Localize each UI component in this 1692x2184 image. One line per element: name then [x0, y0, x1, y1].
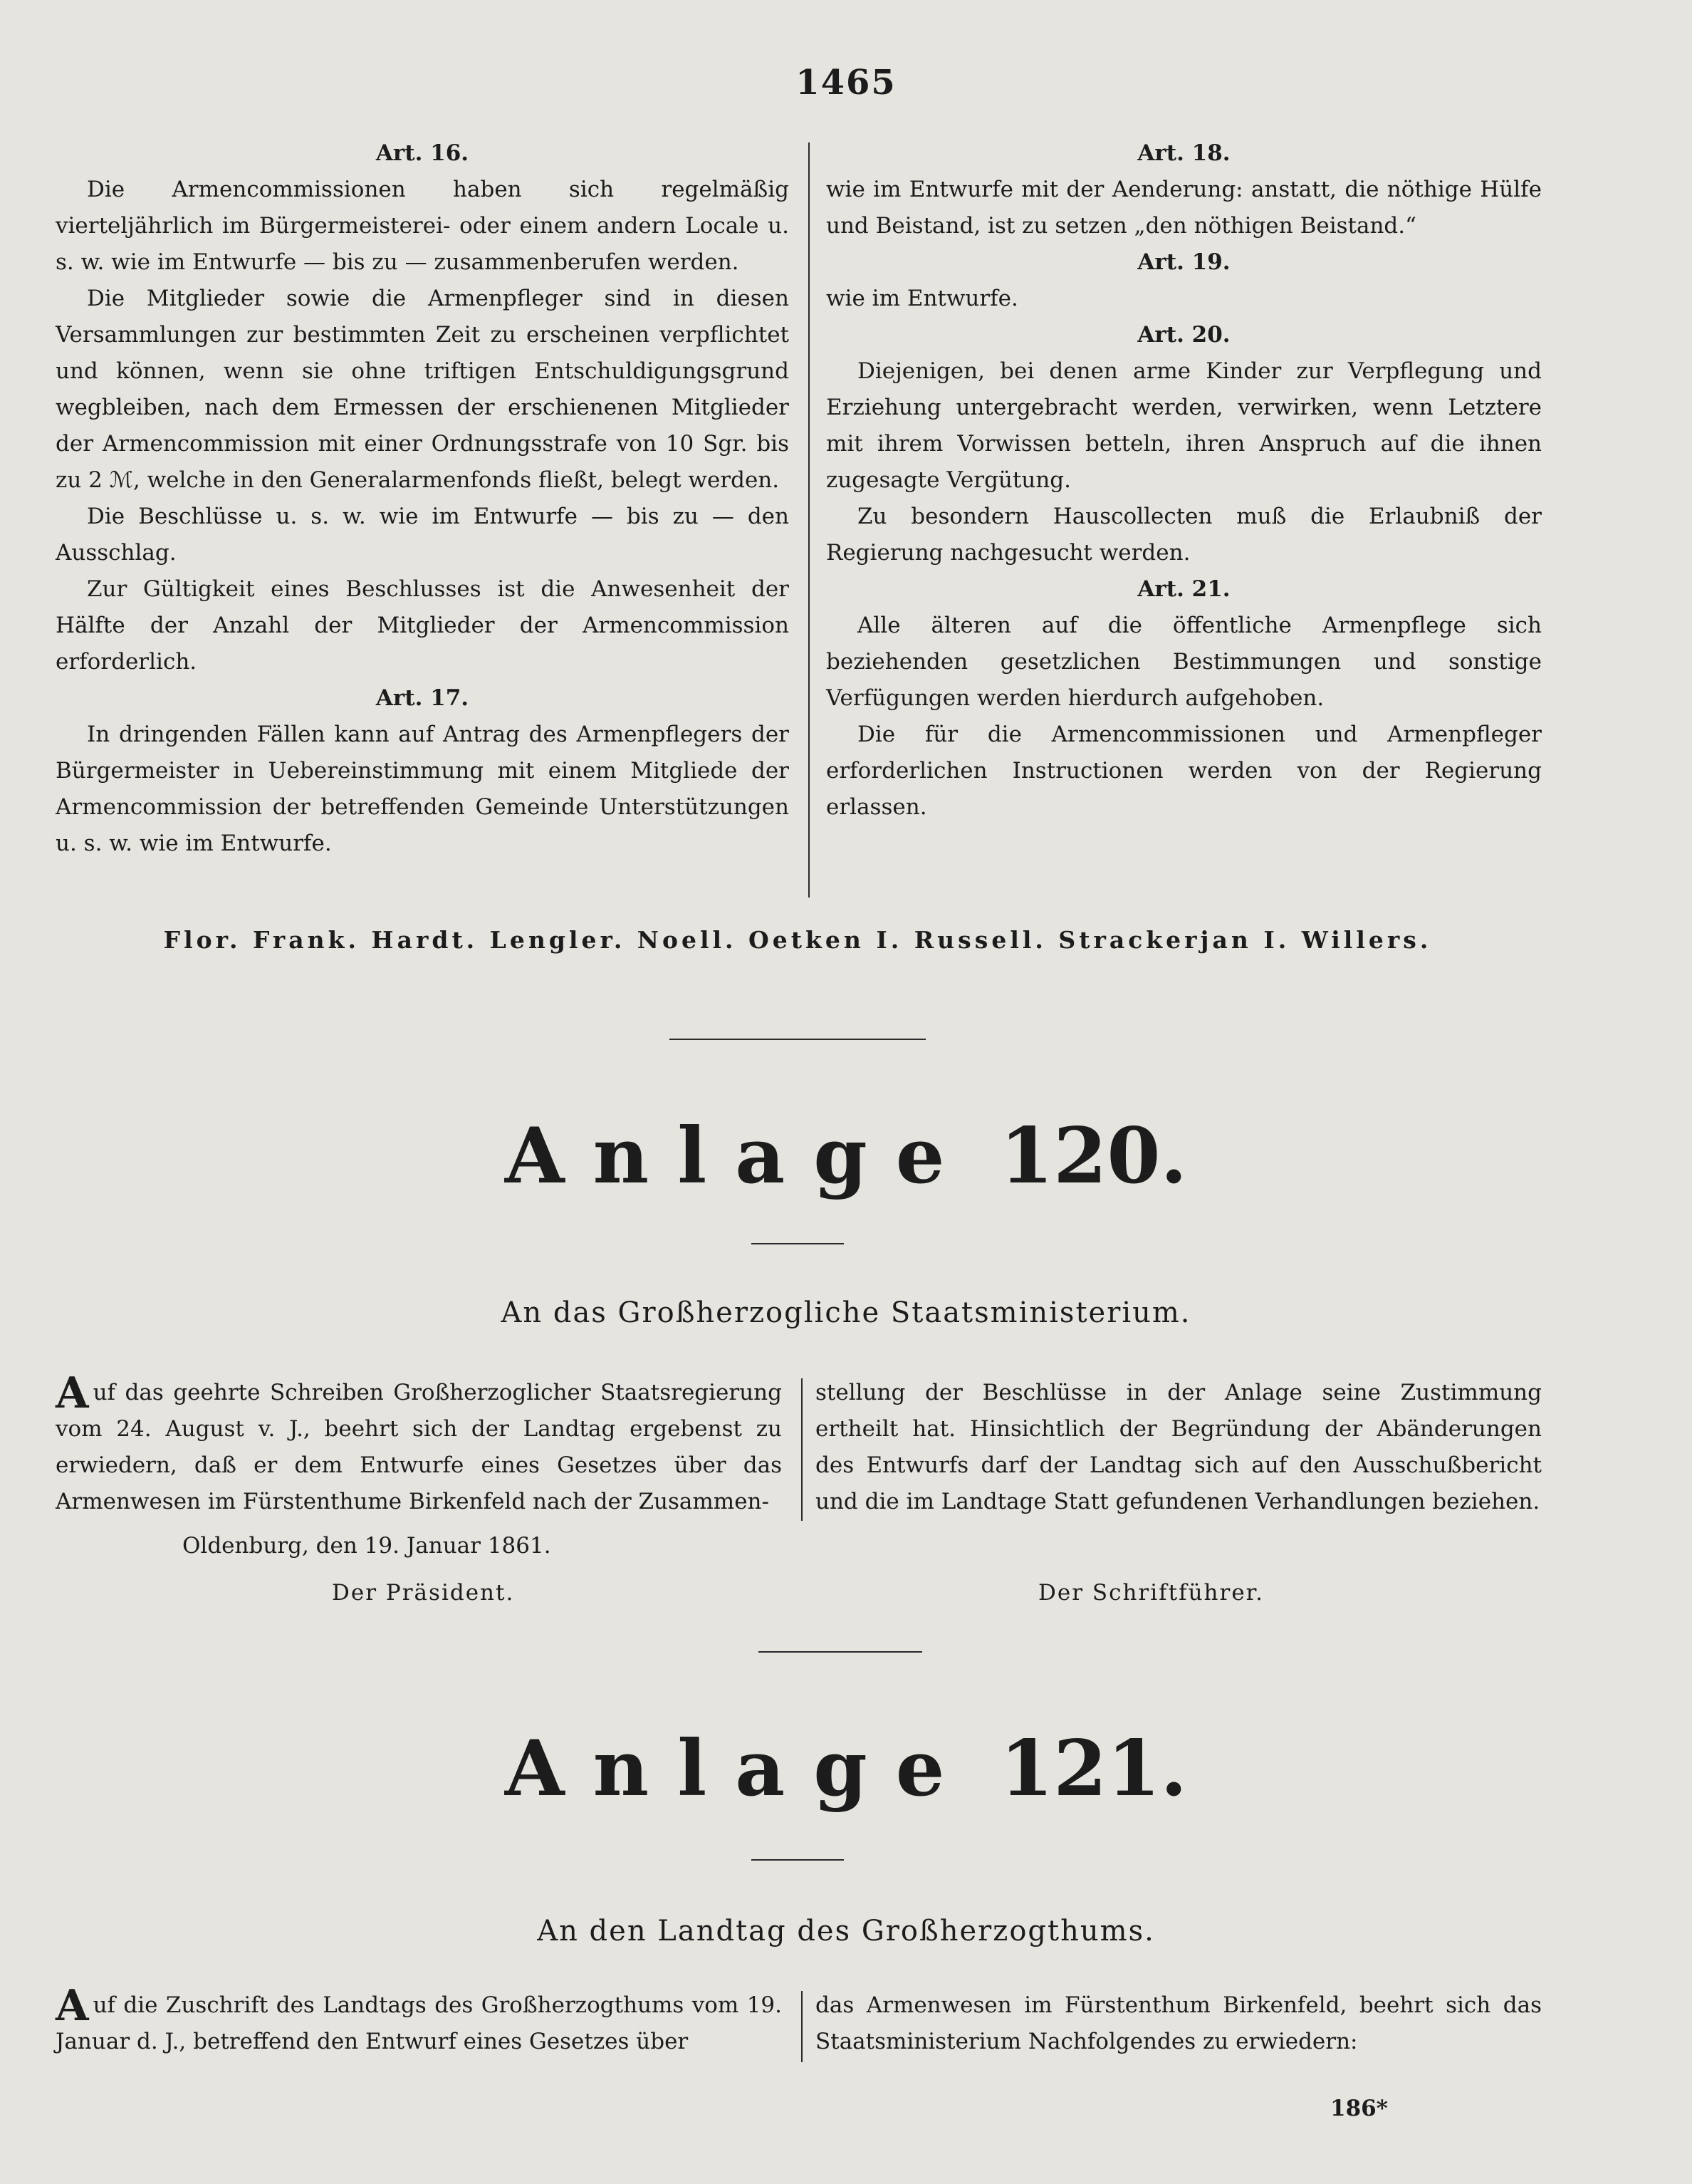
art21-paragraph-1: Alle älteren auf die öffentliche Armenpflege sich beziehenden gesetzlichen Bestimmungen und sonstige Verfügungen werden hierdurch aufgehoben. — [826, 613, 1542, 711]
anlage-121-heading — [0, 1724, 1692, 1814]
column-divider — [808, 142, 810, 898]
art16-paragraph-1: Die Armencommissionen haben sich regelmäßig vierteljährlich im Bürgermeisterei- oder einem andern Locale u. s. w. wie im Entwurfe — bis zu — zusammenberufen werden. — [56, 177, 789, 275]
separator-rule-4 — [751, 1859, 844, 1861]
right-column — [826, 135, 1542, 826]
signers-line: Flor. Frank. Hardt. Lengler. Noell. Oetken I. Russell. Strackerjan I. Willers. — [163, 926, 1432, 954]
dropcap-letter-2: A — [56, 1981, 89, 2031]
art17-heading: Art. 17. — [375, 685, 469, 711]
anlage-121-subheading: An den Landtag des Großherzogthums. — [537, 1915, 1155, 1948]
anlage-120-word: Anlage — [504, 1111, 973, 1201]
art18-heading: Art. 18. — [1137, 140, 1231, 166]
separator-rule-1 — [669, 1039, 926, 1040]
separator-rule-3 — [758, 1651, 922, 1653]
anlage-120-right-text: stellung der Beschlüsse in der Anlage seine Zustimmung ertheilt hat. Hinsichtlich der Begründung der Abänderungen des Entwurfs darf der Landtag sich auf den Ausschußbericht und die im Landtage Statt gefundenen Verhandlungen beziehen. — [815, 1380, 1542, 1514]
art19-paragraph-1: wie im Entwurfe. — [826, 286, 1018, 311]
art21-paragraph-2: Die für die Armencommissionen und Armenpfleger erforderlichen Instructionen werden von der Regierung erlassen. — [826, 722, 1542, 820]
anlage-120-subheading: An das Großherzogliche Staatsministerium. — [501, 1296, 1191, 1329]
anlage-120-heading — [0, 1111, 1692, 1201]
art20-heading: Art. 20. — [1137, 322, 1231, 348]
column-divider-3 — [801, 1991, 803, 2062]
left-column — [56, 135, 789, 862]
anlage-121-right-text: das Armenwesen im Fürstenthum Birkenfeld, beehrt sich das Staatsministerium Nachfolgendes zu erwiedern: — [815, 1992, 1542, 2054]
art18-paragraph-1: wie im Entwurfe mit der Aenderung: anstatt, die nöthige Hülfe und Beistand, ist zu setzen „den nöthigen Beistand.“ — [826, 177, 1542, 239]
anlage-120-left-text: A uf das geehrte Schreiben Großherzoglicher Staatsregierung vom 24. August v. J., beehrt sich der Landtag ergebenst zu erwiedern, daß er dem Entwurfe eines Gesetzes über das Armenwesen im Fürstenthume Birkenfeld nach der Zusammen- — [56, 1368, 782, 1514]
art21-heading: Art. 21. — [1137, 576, 1231, 602]
art20-paragraph-1: Diejenigen, bei denen arme Kinder zur Verpflegung und Erziehung untergebracht werden, verwirken, wenn Letztere mit ihrem Vorwissen betteln, ihren Anspruch auf die ihnen zugesagte Vergütung. — [826, 358, 1542, 493]
separator-rule-2 — [751, 1243, 844, 1244]
signature-mark: 186* — [1330, 2096, 1388, 2121]
art17-paragraph-1: In dringenden Fällen kann auf Antrag des Armenpflegers der Bürgermeister in Uebereinstimmung mit einem Mitgliede der Armencommission der betreffenden Gemeinde Unterstützungen u. s. w. wie im Entwurfe. — [56, 722, 789, 856]
anlage-121-word: Anlage — [504, 1724, 973, 1814]
president-signature: Der Präsident. — [332, 1580, 515, 1606]
art16-paragraph-4: Zur Gültigkeit eines Beschlusses ist die Anwesenheit der Hälfte der Anzahl der Mitglieder der Armencommission erforderlich. — [56, 576, 789, 675]
date-line: Oldenburg, den 19. Januar 1861. — [182, 1533, 551, 1559]
secretary-signature: Der Schriftführer. — [1038, 1580, 1264, 1606]
art20-paragraph-2: Zu besondern Hauscollecten muß die Erlaubniß der Regierung nachgesucht werden. — [826, 504, 1542, 566]
dropcap-letter: A — [56, 1368, 89, 1418]
anlage-121-number: 121. — [1000, 1724, 1188, 1814]
art16-paragraph-2: Die Mitglieder sowie die Armenpfleger sind in diesen Versammlungen zur bestimmten Zeit zu erscheinen verpflichtet und können, wenn sie ohne triftigen Entschuldigungsgrund wegbleiben, nach dem Ermessen der erschienenen Mitglieder der Armencommission mit einer Ordnungsstrafe von 10 Sgr. bis zu 2 ℳ, welche in den Generalarmenfonds fließt, belegt werden. — [56, 286, 789, 493]
art19-heading: Art. 19. — [1137, 249, 1231, 275]
art16-heading: Art. 16. — [375, 140, 469, 166]
anlage-121-left-text: A uf die Zuschrift des Landtags des Großherzogthums vom 19. Januar d. J., betreffend den Entwurf eines Gesetzes über — [56, 1981, 782, 2054]
page-number: 1465 — [795, 63, 897, 103]
anlage-120-number: 120. — [1000, 1111, 1188, 1201]
art16-paragraph-3: Die Beschlüsse u. s. w. wie im Entwurfe — bis zu — den Ausschlag. — [56, 504, 789, 566]
column-divider-2 — [801, 1378, 803, 1521]
